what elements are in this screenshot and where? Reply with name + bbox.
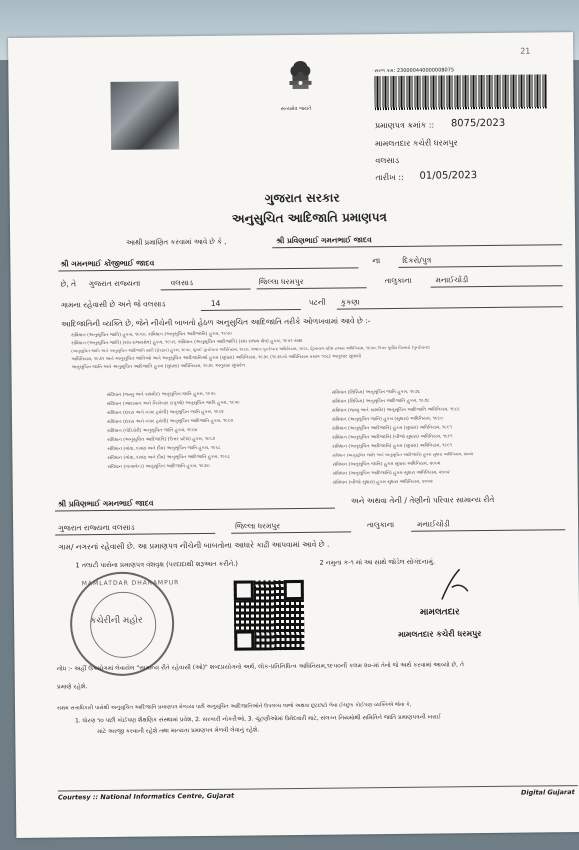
footer-courtesy: Courtesy :: National Informatics Centre, Gujarat (57, 791, 235, 802)
village-resident-text: ગામના રહેવાસી છે અને જે વલસાડ (60, 299, 166, 310)
right-order: સંવિધાન (અનુસૂચિત જાતિ) હુકમ (સુધારા) અધિનિયમ, ૧૯૯૦ (331, 416, 443, 423)
family-text: અને અથવા તેની / તેણીનો પરિવાર સામાન્ય રીતે (350, 494, 495, 506)
issuing-office: મામલતદાર કચેરી ધરમપુર (375, 138, 458, 149)
serial-number: સરળ ક્રમ: 230000440000008075 (374, 67, 455, 75)
seal-top-text: MAMLATDAR DHARAMPUR (81, 579, 180, 588)
qr-code (234, 580, 305, 651)
taluka-label-2: તાલુકાના (367, 519, 395, 530)
certify-text: આથી પ્રમાણિત કરવામાં આવે છે કે , (126, 237, 227, 247)
left-order: સંવિધાન (દાદરા અને નગર હવેલી) અનુસૂચિત આદિજાતિ હુકમ, ૧૯૬૨ (107, 418, 234, 425)
village-1: વલસાડ (170, 278, 193, 288)
taluka-label-1: તાલુકાના (384, 275, 412, 286)
number-underline (201, 309, 301, 311)
seal-center-text: કચેરીની મહોર (90, 615, 143, 627)
tribe-underline (337, 306, 563, 309)
right-order: સંવિધાન (અનુસૂચિત આદિજાતિ) હુકમ સુધારા અધિનિયમ, ૨૦૦૨ (332, 470, 450, 477)
applicant-name: શ્રી પ્રવિણભાઈ ગમનભાઈ જાદવ (276, 235, 372, 246)
cert-no: 8075/2023 (450, 117, 506, 130)
jilla-2-underline (231, 531, 351, 533)
right-order: સંવિધાન (સિક્કિમ) અનુસૂચિત જાતિ હુકમ, ૧૯૭૮ (331, 389, 421, 396)
right-order: સંવિધાન (અનુસૂચિત જાતિ) હુકમ સુધારા અધિનિયમ, ૨૦૦૨ (332, 461, 441, 468)
qr-finder-bl (234, 630, 254, 650)
applicant-name-repeat: શ્રી પ્રવિણભાઈ ગમનભાઈ જાદવ (57, 498, 154, 509)
taluka-1: મનાઈચોંડી (435, 275, 469, 285)
village-1-underline (161, 288, 251, 290)
pati-label: પટની (308, 297, 326, 307)
left-order: સંવિધાન (દાદરા અને નગર હવેલી) અનુસૂચિત જાતિ હુકમ, ૧૯૬૨ (106, 409, 224, 416)
cert-no-label: પ્રમાણપત્ર ક્રમાંક :: (374, 120, 435, 131)
taluka-2-underline (411, 529, 565, 532)
government-title: ગુજરાત સરકાર (264, 190, 340, 206)
applicant-photo (110, 81, 179, 150)
signatory-office: મામલતદાર કચેરી ધરમપુર (398, 629, 482, 639)
basis-2: 2 નમુના ક-૧ માં આ સાથે જોડેલ સોગંદનામું. (319, 557, 436, 567)
certificate-page (8, 32, 579, 838)
basis-1: 1 તલાટી પાસેના પ્રમાણપત્ર વંશવૃક્ષ (પરદાદાથી શરૂઆત કરીને.) (75, 559, 238, 570)
state-2: ગુજરાત રાજ્યના વલસાડ (58, 522, 135, 533)
note-line-5: માટે અરજી કરવાની રહેશે તથા માન્યતા પ્રમાણપત્ર મેળવી લેવાનું રહેશે. (97, 727, 260, 736)
tribe: કુકણા (340, 297, 360, 307)
corner-number: 21 (520, 46, 531, 56)
taluka-1-underline (431, 285, 563, 287)
date-label: તારીખ :: (375, 172, 404, 183)
taluka-2: મનાઈચોંડી (417, 519, 450, 529)
right-order: સંવિધાન (અનુસૂચિત આદિજાતિ) હુકમ (સુધારા) અધિનિયમ, ૧૯૯૧ (332, 443, 453, 450)
right-order: સંવિધાન (જમ્મુ અને કાશ્મીર) અનુસૂચિત આદિજાતિ અધિનિયમ, ૧૯૮૯ (331, 407, 461, 414)
barcode (374, 74, 546, 110)
order-line: (અનુસૂચિત જાતિ અને અનુસૂચિત આદિજાતિ યાદી (ફેરફાર) હુકમ, ૧૯૫૬, મુંબઈ પુનર્રચના અધિનિયમ, ૧૯૬૦, પંજાબ પુનર્રચના અધિનિયમ, ૧૯૬૬, હિમાચલ પ્રદેશ રાજ્ય અધિનિયમ, ૧૯૭૦, ઉત્તર-પૂર્વીય વિસ્તારો (પુનર્રચના) (71, 344, 430, 354)
right-order: સંવિધાન (સિક્કિમ) અનુસૂચિત આદિજાતિ હુકમ, ૧૯૭૮ (331, 398, 430, 405)
order-line: અનુસૂચિત જાતિ અને અનુસૂચિત આદિજાતિ હુકમ (સુધારા) અધિનિયમ, ૧૯૭૬ અનુસાર સુધારેલ (71, 363, 245, 371)
left-order: સંવિધાન (અનુસૂચિત આદિજાતિ) (ઉત્તર પ્રદેશ) હુકમ, ૧૯૬૭ (107, 436, 216, 443)
footer-divider (58, 785, 578, 791)
note-line-4: 1. ધોરણ ૧૦ પછી કોઈપણ શૈક્ષણિક સંસ્થામાં પ્રવેશ, 2. સરકારી નોકરીઓ, 3. ચૂંટણીઓમાં ઉમેદવારી માટે, સંલગ્ન નિયમોથી સમિતિને જાતિ પ્રમાણપત્રની ખરાઈ (75, 714, 442, 725)
right-order: સંવિધાન (અનુસૂચિત આદિજાતિ) (બીજો સુધારા) અધિનિયમ, ૧૯૯૧ (332, 434, 453, 441)
order-line: સંવિધાન (અનુસૂચિત જાતિ) હુકમ, ૧૯૫૦, સંવિધાન (અનુસૂચિત આદિજાતિ) હુકમ, ૧૯૫૦ (71, 331, 232, 339)
signatory-title: મામલતદાર (419, 607, 460, 618)
left-order: સંવિધાન (જમ્મુ અને કાશ્મીર) અનુસૂચિત જાતિ હુકમ, ૧૯૫૬ (106, 391, 216, 398)
office-seal (70, 571, 180, 676)
footer-brand: Digital Gujarat (520, 788, 575, 797)
left-order: સંવિધાન (ગોવા, દમણ અને દીવ) અનુસૂચિત જાતિ હુકમ, ૧૯૬૮ (107, 445, 221, 452)
office-district: વલસાડ (375, 155, 400, 166)
state-1: ગુજરાત રાજ્યના (88, 278, 141, 289)
left-order: સંવિધાન (પોંડિચેરી) અનુસૂચિત જાતિ હુકમ, ૧૯૬૪ (107, 428, 198, 434)
emblem-motto: સત્યમેવ જયતે (280, 105, 312, 113)
tribe-text: આદિજાતિની વ્યક્તિ છે, જેને નીચેની બાબતો હેઠળ અનુસુચિત આદિજાતિ તરીકે ઓળખવામાં આવે છે :- (60, 316, 371, 329)
note-line-1: નોંધ :- અહીં ઉપયોગમાં લેવાયેલ "સામાન્ય રીતે રહેવાસી (ઓ)" શબ્દપ્રયોગનો અર્થ, લોક-પ્રતિનિધિત્વ અધિનિયમ,૧૯૫૦ની કલમ ૨૦-માં તેનો જે અર્થ કરવામાં આવ્યો છે, તે (56, 661, 464, 673)
issue-date: 01/05/2023 (419, 170, 478, 182)
order-line: સંવિધાન (અનુસૂચિત જાતિ) (સંઘ રાજ્યક્ષેત્ર) હુકમ, ૧૯૫૧, સંવિધાન (અનુસૂચિત આદિજાતિ) (સંઘ રાજ્ય ક્ષેત્ર) હુકમ, ૧૯૫૧ સાથ (71, 338, 303, 347)
left-order: સંવિધાન (નાગાલેન્ડ) અનુસૂચિત આદિજાતિ હુકમ, ૧૯૭૦ (107, 463, 210, 470)
order-line: અધિનિયમ, ૧૯૭૧ અને અનુસૂચિત જાતિઓ અને અનુસૂચિત આદિજાતિઓ હુકમ (સુધારા) અધિનિયમ, ૧૯૭૬ (૧૯૭૬નો અધિનિયમ ક્રમાંક ૧૦૮) અનુસાર સુધાર્યા (71, 354, 361, 363)
jilla-1-underline (257, 287, 367, 289)
certificate-title: અનુસુચિત આદિજાતિ પ્રમાણપત્ર (231, 210, 387, 226)
left-order: સંવિધાન (ગોવા, દમણ અને દીવ) અનુસૂચિત આદિજાતિ હુકમ, ૧૯૬૮ (107, 454, 231, 461)
number-text: 14 (210, 298, 221, 308)
right-order: સંવિધાન (અનુસૂચિત આદિજાતિ) હુકમ (સુધારા) અધિનિયમ, ૧૯૯૧ (332, 425, 452, 432)
note-line-2: પ્રમાણે રહેશે. (56, 683, 88, 691)
left-order: સંવિધાન (આંદામાન અને નિકોબાર ટાપુઓ) અનુસૂચિત જાતિ હુકમ, ૧૯૫૯ (106, 400, 240, 407)
signature-mark (434, 565, 474, 605)
resident-text: ગામ/ નગરનાં રહેવાસી છે. આ પ્રમાણપત્ર નીચેની બાબતોના આધારે કાઢી આપવામાં આવે છે . (58, 539, 330, 552)
right-order: સંવિધાન (અનુસૂચિત જાતિ અને અનુસૂચિત આદિજાતિ) હુકમ સુધારા અધિનિયમ, ૨૦૦૨ (332, 451, 474, 458)
note-line-3: સક્ષમ સત્તાધિકારી પાસેથી અનુસૂચિત આદિજાતિ પ્રમાણપત્ર મેળવ્યા પછી અનુસૂચિત આદિજાતિઓને ઉપલબ્ધ લાભો અથવા છૂટછાટો લેવા ઈચ્છુક કોઈપણ વ્યક્તિએ જેવા કે, (56, 701, 412, 712)
national-emblem-icon (283, 59, 317, 103)
father-name: શ્રી ગમનભાઈ કોંજીભાઈ જાદવ (60, 258, 155, 269)
na-label: ના (372, 256, 381, 266)
qr-finder-tr (284, 580, 304, 600)
jilla-1: જિલ્લા ધરમપુર (258, 276, 304, 287)
chhe-label: છે, તે (60, 279, 77, 289)
qr-finder-tl (234, 580, 254, 600)
relation: દિકરો/પુત્ર (402, 255, 432, 265)
jilla-2: જિલ્લા ધરમપુર (235, 521, 281, 531)
right-order: સંવિધાન (બીજો સુધારા) હુકમ સુધારા અધિનિયમ, ૨૦૦૨ (332, 479, 433, 486)
